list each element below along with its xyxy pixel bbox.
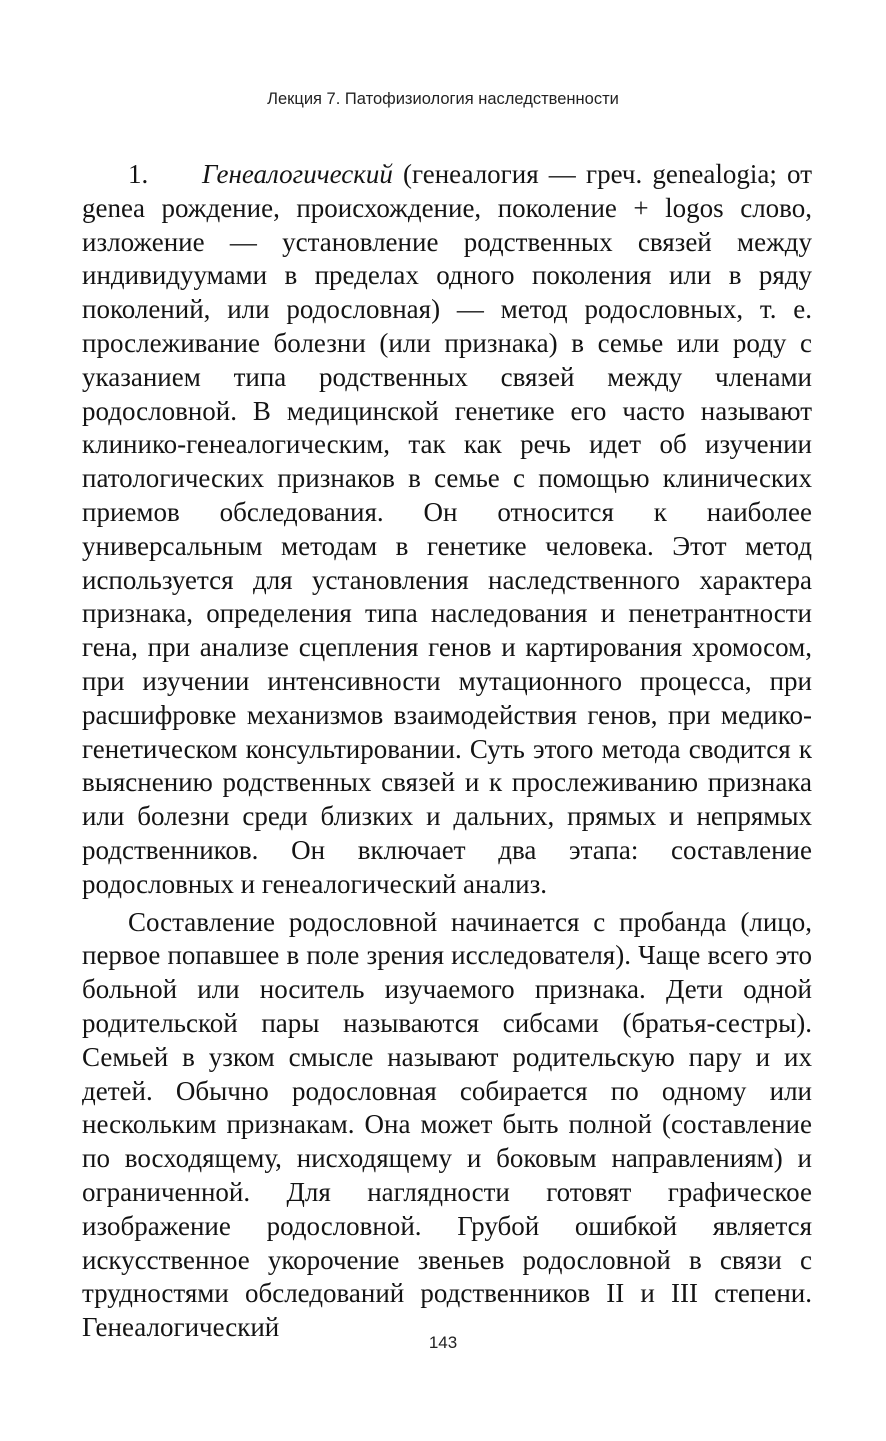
term-italic: Генеалогический <box>202 159 393 189</box>
paragraph-1-text: (генеалогия — греч. genealogia; от genea рождение, происхождение, поколение + logos слово, изложение — установление родственных связей между индивидуумами в пределах одного поколения или в ряду поколений, или родословная) — метод родословных, т. е. прослеживание болезни (или признака) в семье или роду с указанием типа родственных связей между членами родословной. В медицинской генетике его часто называют клинико-генеалогическим, так как речь идет об изучении патологических признаков в семье с помощью клинических приемов обследования. Он относится к наиболее универсальным методам в генетике человека. Этот метод используется для установления наследственного характера признака, определения типа наследования и пенетрантности гена, при анализе сцепления генов и картирования хромосом, при изучении интенсивности мутационного процесса, при расшифровке механизмов взаимодействия генов, при медико-генетическом консультировании. Суть этого метода сводится к выяснению родственных связей и к прослеживанию признака или болезни среди близких и дальних, прямых и непрямых родственников. Он включает два этапа: составление родословных и генеалогический анализ. <box>82 159 812 899</box>
list-item-number: 1. <box>128 159 149 189</box>
body-text <box>82 158 812 1345</box>
paragraph-genealogical-method <box>82 158 812 902</box>
running-header: Лекция 7. Патофизиология наследственности <box>267 90 619 108</box>
paragraph-pedigree-compilation: Составление родословной начинается с пробанда (лицо, первое попавшее в поле зрения исследователя). Чаще всего это больной или носитель изучаемого признака. Дети одной родительской пары называются сибсами (братья-сестры). Семьей в узком смысле называют родительскую пару и их детей. Обычно родословная собирается по одному или нескольким признакам. Она может быть полной (составление по восходящему, нисходящему и боковым направлениям) и ограниченной. Для наглядности готовят графическое изображение родословной. Грубой ошибкой является искусственное укорочение звеньев родословной в связи с трудностями обследований родственников II и III степени. Генеалогический <box>82 906 812 1343</box>
page-number: 143 <box>428 1333 458 1352</box>
